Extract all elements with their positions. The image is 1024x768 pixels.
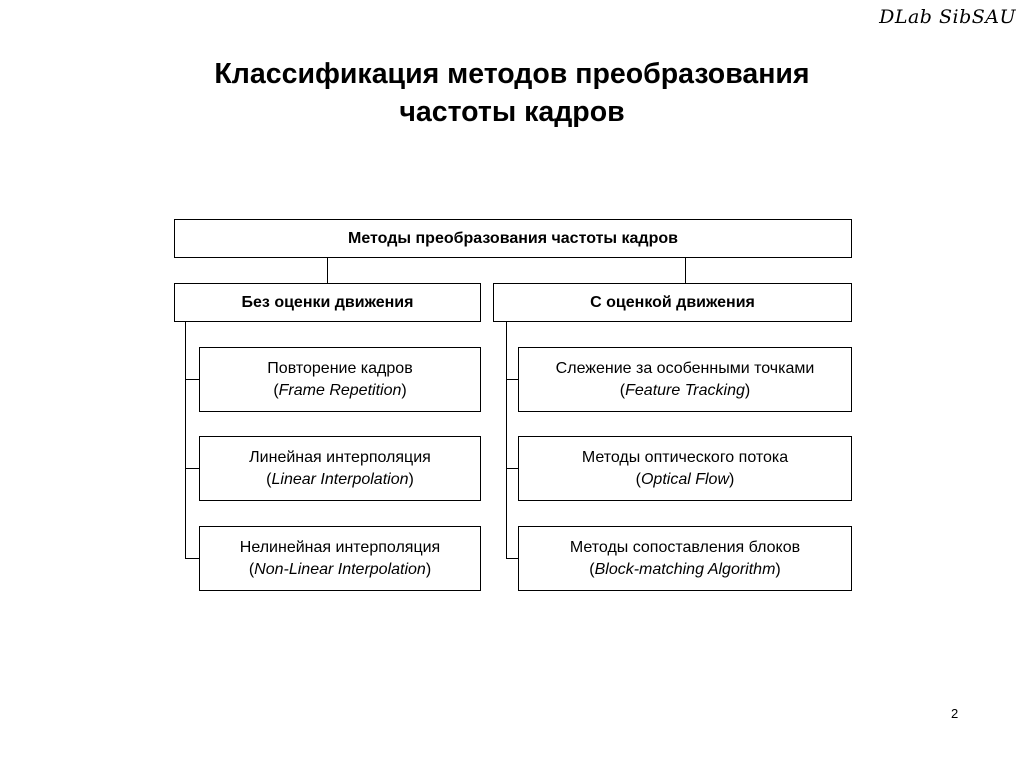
category-with-motion-estimation	[493, 283, 852, 322]
connector-left-branch-3	[185, 558, 199, 559]
connector-right-branch-3	[506, 558, 518, 559]
connector-left-branch-1	[185, 379, 199, 380]
method-name-en: (Optical Flow)	[635, 470, 735, 488]
method-non-linear-interpolation	[199, 526, 481, 591]
connector-right-branch-1	[506, 379, 518, 380]
connector-root-to-left	[327, 258, 328, 283]
method-feature-tracking	[518, 347, 852, 412]
connector-root-to-right	[685, 258, 686, 283]
category-without-motion-estimation	[174, 283, 481, 322]
method-name-ru: Методы оптического потока	[581, 448, 789, 466]
connector-right-trunk	[506, 322, 507, 559]
method-linear-interpolation	[199, 436, 481, 501]
method-name-en: (Frame Repetition)	[273, 381, 407, 399]
slide-title-line-2: частоты кадров	[399, 96, 625, 128]
root-node-label: Методы преобразования частоты кадров	[348, 229, 678, 247]
method-optical-flow	[518, 436, 852, 501]
brand-logo-text: DLab SibSAU	[879, 6, 1016, 28]
method-block-matching	[518, 526, 852, 591]
method-name-ru: Слежение за особенными точками	[555, 359, 815, 377]
connector-right-branch-2	[506, 468, 518, 469]
method-name-ru: Методы сопоставления блоков	[569, 538, 801, 556]
connector-left-branch-2	[185, 468, 199, 469]
slide-title	[0, 55, 1024, 131]
page-number: 2	[951, 706, 959, 721]
method-frame-repetition	[199, 347, 481, 412]
category-label: Без оценки движения	[241, 293, 414, 311]
method-name-en: (Block-matching Algorithm)	[589, 560, 781, 578]
method-name-en: (Linear Interpolation)	[266, 470, 414, 488]
connector-left-trunk	[185, 322, 186, 559]
method-name-ru: Повторение кадров	[267, 359, 413, 377]
method-name-ru: Линейная интерполяция	[249, 448, 431, 466]
root-node	[174, 219, 852, 258]
slide-title-line-1: Классификация методов преобразования	[214, 58, 810, 90]
category-label: С оценкой движения	[590, 293, 755, 311]
method-name-en: (Feature Tracking)	[619, 381, 751, 399]
method-name-en: (Non-Linear Interpolation)	[248, 560, 432, 578]
method-name-ru: Нелинейная интерполяция	[239, 538, 441, 556]
